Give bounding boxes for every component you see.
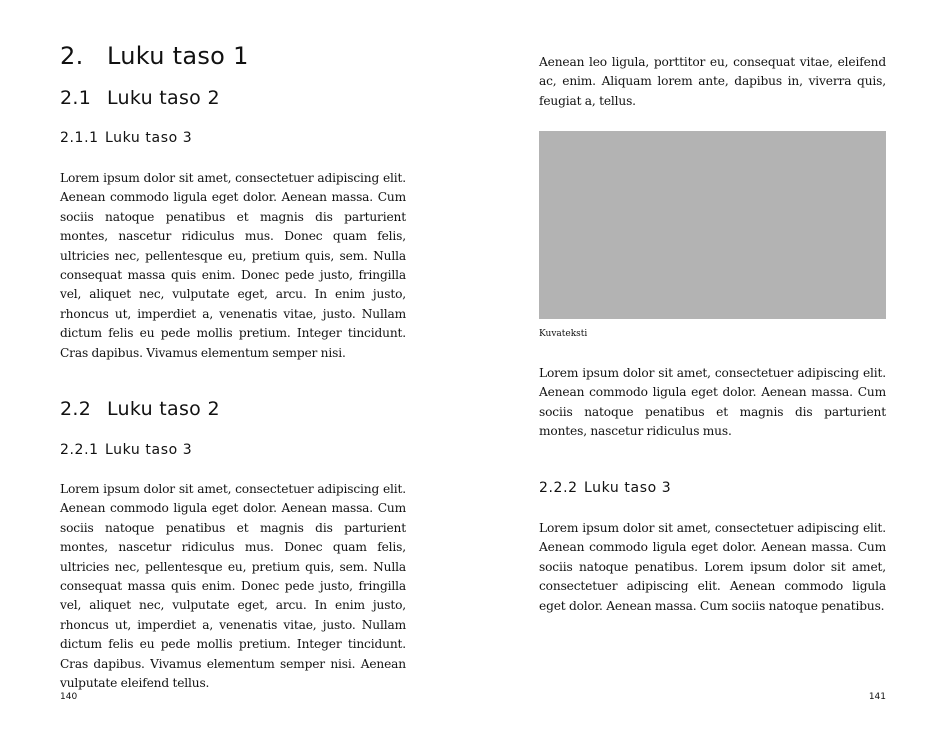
subsection-title: Luku taso 3 [584,480,672,496]
figure-caption: Kuvateksti [539,329,588,339]
subsection-heading-2-2-1 [60,442,192,458]
subsection-title: Luku taso 3 [105,442,193,458]
section-title: Luku taso 2 [107,87,220,109]
body-paragraph-top: Aenean leo ligula, porttitor eu, consequat vitae, eleifend ac, enim. Aliquam lorem ante, dapibus in, viverra quis, feugiat a, tellus. [539,55,886,108]
subsection-title: Luku taso 3 [105,130,193,146]
subsection-number: 2.2.1 [60,442,99,458]
section-heading-2-2 [60,398,220,420]
body-paragraph-1: Lorem ipsum dolor sit amet, consectetuer adipiscing elit. Aenean commodo ligula eget dolor. Aenean massa. Cum sociis natoque penatibus et magnis dis parturient montes, nascetur ridiculus mus. Donec quam felis, ultricies nec, pellentesque eu, pretium quis, sem. Nulla consequat massa quis enim. Donec pede justo, fringilla vel, aliquet nec, vulputate eget, arcu. In enim justo, rhoncus ut, imperdiet a, venenatis vitae, justo. Nullam dictum felis eu pede mollis pretium. Integer tincidunt. Cras dapibus. Vivamus elementum semper nisi. [60,171,406,360]
figure-placeholder [539,131,886,319]
section-number: 2.2 [60,398,92,420]
section-title: Luku taso 2 [107,398,220,420]
body-paragraph-middle: Lorem ipsum dolor sit amet, consectetuer adipiscing elit. Aenean commodo ligula eget dolor. Aenean massa. Cum sociis natoque penatibus et magnis dis parturient montes, nascetur ridiculus mus. [539,366,886,439]
body-paragraph-2: Lorem ipsum dolor sit amet, consectetuer adipiscing elit. Aenean commodo ligula eget dolor. Aenean massa. Cum sociis natoque penatibus et magnis dis parturient montes, nascetur ridiculus mus. Donec quam felis, ultricies nec, pellentesque eu, pretium quis, sem. Nulla consequat massa quis enim. Donec pede justo, fringilla vel, aliquet nec, vulputate eget, arcu. In enim justo, rhoncus ut, imperdiet a, venenatis vitae, justo. Nullam dictum felis eu pede mollis pretium. Integer tincidunt. Cras dapibus. Vivamus elementum semper nisi. Aenean vulputate eleifend tellus. [60,482,406,691]
left-page [0,0,472,748]
subsection-heading-2-1-1 [60,130,192,146]
right-page [472,0,945,748]
subsection-number: 2.1.1 [60,130,99,146]
section-heading-2-1 [60,87,220,109]
body-paragraph-bottom: Lorem ipsum dolor sit amet, consectetuer adipiscing elit. Aenean commodo ligula eget dolor. Aenean massa. Cum sociis natoque penatibus. Lorem ipsum dolor sit amet, consectetuer adipiscing elit. Aenean commodo ligula eget dolor. Aenean massa. Cum sociis natoque penatibus. [539,521,886,613]
page-number-right: 141 [868,692,886,702]
page-number-left: 140 [60,692,78,702]
subsection-number: 2.2.2 [539,480,578,496]
subsection-heading-2-2-2 [539,480,671,496]
section-number: 2.1 [60,87,92,109]
chapter-title: Luku taso 1 [107,42,249,70]
chapter-number: 2. [60,42,84,70]
chapter-heading [60,42,249,70]
